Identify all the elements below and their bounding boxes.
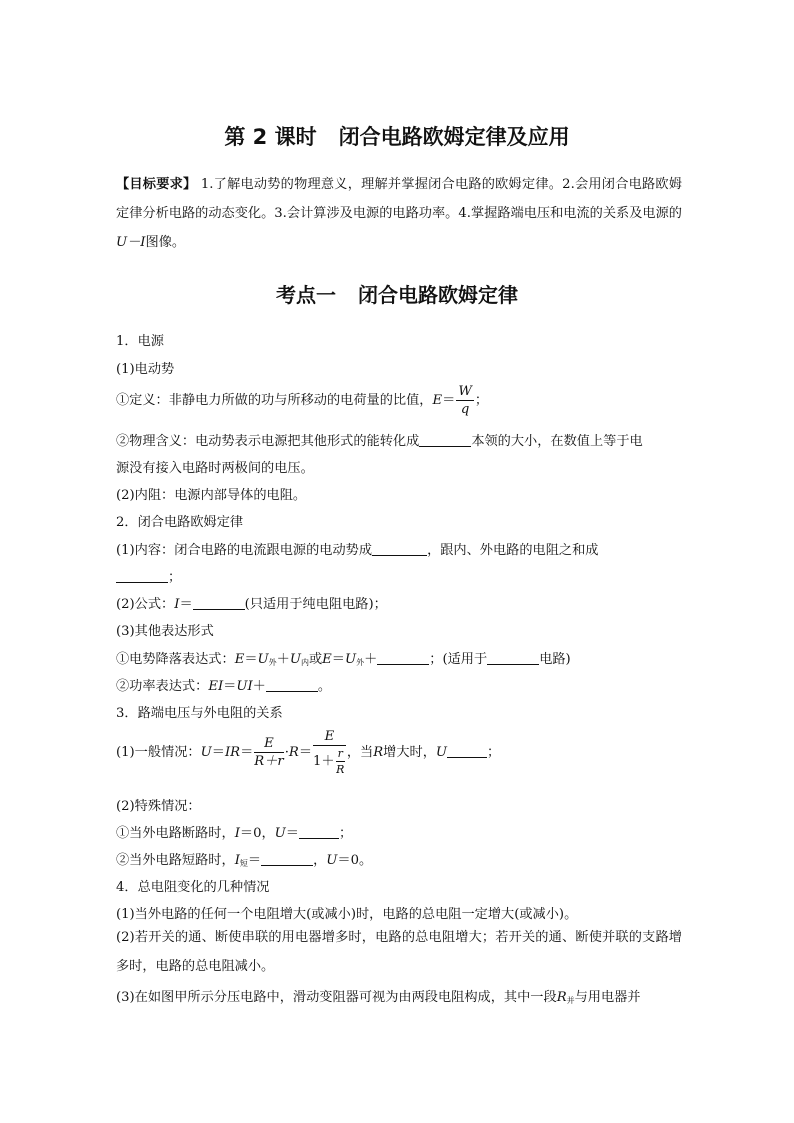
gen-a: (1)一般情况： xyxy=(116,745,201,761)
gen-d: ＝ xyxy=(298,745,313,761)
gen-inner-fraction xyxy=(336,748,345,775)
short-b: ＝ xyxy=(247,853,262,868)
gen-f2-den xyxy=(313,746,346,775)
power-ui: UI xyxy=(236,679,253,694)
blank-field[interactable] xyxy=(487,650,539,665)
drop-a: ①电势降落表达式： xyxy=(116,652,235,667)
blank-field[interactable] xyxy=(266,677,318,692)
def-end: ； xyxy=(474,393,489,409)
short-sub: 短 xyxy=(239,859,248,868)
blank-field[interactable] xyxy=(299,824,339,839)
gen-fraction-1 xyxy=(254,737,283,768)
drop-u3: U xyxy=(344,652,357,667)
short-a: ②当外电路短路时， xyxy=(116,853,235,868)
blank-field[interactable] xyxy=(419,432,471,447)
gen-r: R xyxy=(288,745,299,761)
s3-open-circuit xyxy=(116,822,686,841)
s4-case-3 xyxy=(116,986,686,1006)
case3-sub: 并 xyxy=(566,996,575,1005)
blank-field[interactable] xyxy=(377,650,429,665)
formula-b: ＝ xyxy=(179,597,193,612)
s2-formula xyxy=(116,593,686,612)
formula-c: (只适用于纯电阻电路)； xyxy=(244,597,387,612)
def-den: q xyxy=(460,402,470,418)
drop-e2: E xyxy=(322,652,332,667)
blank-field[interactable] xyxy=(261,851,313,866)
gen-r2: R xyxy=(373,745,384,761)
drop-d: 或 xyxy=(308,652,323,667)
drop-g: ；(适用于 xyxy=(429,652,488,667)
gen-u2: U xyxy=(435,745,448,761)
s3-heading: 3．路端电压与外电阻的关系 xyxy=(116,706,283,721)
s2-heading: 2．闭合电路欧姆定律 xyxy=(116,515,244,530)
gen-dot: · xyxy=(284,745,289,761)
def-e: E xyxy=(432,393,443,409)
drop-s2: 内 xyxy=(300,658,309,667)
open-c: ＝ xyxy=(285,826,299,841)
section-heading xyxy=(0,279,794,308)
s1-physical-meaning-cont: 源没有接入电路时两极间的电压。 xyxy=(116,461,314,476)
power-a: ②功率表达式： xyxy=(116,679,209,694)
def-eq: ＝ xyxy=(442,393,456,409)
short-d: ＝0。 xyxy=(337,853,373,868)
s3-general xyxy=(116,730,686,775)
blank-field[interactable] xyxy=(372,541,427,556)
s1-internal-resistance: (2)内阻：电源内部导体的电阻。 xyxy=(116,488,307,503)
page-title xyxy=(0,121,794,151)
goals-tag: 【目标要求】 xyxy=(116,177,197,192)
s2-content-cont xyxy=(116,566,686,585)
s4-case-2: (2)若开关的通、断使串联的用电器增多时，电路的总电阻增大；若开关的通、断使并联的支路增多时，电路的总电阻减小。 xyxy=(116,930,682,974)
case3-a: (3)在如图甲所示分压电路中，滑动变阻器可视为由两段电阻构成，其中一段 xyxy=(116,990,557,1005)
s1-heading: 1．电源 xyxy=(116,334,164,349)
s2-power xyxy=(116,675,686,694)
drop-f: ＋ xyxy=(364,652,378,667)
blank-field[interactable] xyxy=(116,568,168,583)
title-lesson: 第 2 课时 xyxy=(224,125,317,149)
def-fraction xyxy=(456,385,474,416)
drop-e: E xyxy=(234,652,245,667)
gen-e: ，当 xyxy=(346,745,374,761)
drop-u2: U xyxy=(289,652,301,667)
blank-field[interactable] xyxy=(193,595,245,610)
gen-f1-den: R＋r xyxy=(254,754,284,770)
power-end: 。 xyxy=(317,679,332,694)
phys-a: ②物理含义：电动势表示电源把其他形式的能转化成 xyxy=(116,434,420,449)
formula-i: I xyxy=(174,597,180,612)
open-a: ①当外电路断路时， xyxy=(116,826,235,841)
learning-goals xyxy=(116,170,682,257)
gen-f2-num: E xyxy=(313,730,346,746)
s3-special: (2)特殊情况： xyxy=(116,799,201,814)
open-u: U xyxy=(274,826,286,841)
drop-eq: ＝ xyxy=(331,652,345,667)
short-i: I xyxy=(234,853,240,868)
s2-other-forms: (3)其他表达形式 xyxy=(116,624,214,639)
gen-c: ＝ xyxy=(240,745,254,761)
goals-ui-symbol: U－I xyxy=(116,235,146,250)
gen-f: 增大时， xyxy=(383,745,436,761)
drop-h: 电路) xyxy=(539,652,571,667)
open-end: ； xyxy=(338,826,353,841)
phys-b: 本领的大小，在数值上等于电 xyxy=(471,434,643,449)
s3-short-circuit xyxy=(116,849,686,869)
power-b: ＝ xyxy=(223,679,237,694)
drop-s3: 外 xyxy=(356,658,365,667)
s1-emf: (1)电动势 xyxy=(116,362,175,377)
drop-c: ＋ xyxy=(276,652,290,667)
section-number: 考点一 xyxy=(276,283,336,307)
s4-heading: 4．总电阻变化的几种情况 xyxy=(116,880,270,895)
goals-text: 1.了解电动势的物理意义，理解并掌握闭合电路的欧姆定律。2.会用闭合电路欧姆定律分析电路的动态变化。3.会计算涉及电源的电路功率。4.掌握路端电压和电流的关系及电源的 xyxy=(116,177,682,221)
case3-b: 与用电器并 xyxy=(574,990,641,1005)
gen-u: U xyxy=(200,745,212,761)
power-ei: EI xyxy=(208,679,224,694)
gen-inner-num: r xyxy=(337,747,343,761)
short-u: U xyxy=(326,853,338,868)
s1-definition xyxy=(116,385,686,416)
drop-b: ＝ xyxy=(244,652,258,667)
gen-f1-num: E xyxy=(254,737,283,753)
gen-ir: IR xyxy=(224,745,241,761)
drop-s1: 外 xyxy=(268,658,277,667)
s2-potential-drop xyxy=(116,648,686,668)
power-c: ＋ xyxy=(252,679,266,694)
gen-fraction-2 xyxy=(313,730,346,775)
open-i: I xyxy=(234,826,240,841)
case3-r: R xyxy=(556,990,567,1005)
gen-inner-den: R xyxy=(336,763,345,777)
def-num: W xyxy=(456,385,474,401)
gen-f2-den-a: 1＋ xyxy=(313,754,335,770)
goals-tail: 图像。 xyxy=(145,235,186,250)
drop-u1: U xyxy=(257,652,269,667)
open-b: ＝0， xyxy=(239,826,275,841)
content-b: ，跟内、外电路的电阻之和成 xyxy=(427,543,599,558)
content-end: ； xyxy=(168,570,182,585)
s1-physical-meaning xyxy=(116,430,686,449)
blank-field[interactable] xyxy=(447,743,487,758)
title-topic: 闭合电路欧姆定律及应用 xyxy=(338,125,570,149)
gen-end: ； xyxy=(487,745,501,761)
s4-case-1: (1)当外电路的任何一个电阻增大(或减小)时，电路的总电阻一定增大(或减小)。 xyxy=(116,907,578,922)
def-text: ①定义：非静电力所做的功与所移动的电荷量的比值， xyxy=(116,393,433,409)
section-title: 闭合电路欧姆定律 xyxy=(358,283,518,307)
gen-b: ＝ xyxy=(211,745,225,761)
s2-content xyxy=(116,539,686,558)
content-a: (1)内容：闭合电路的电流跟电源的电动势成 xyxy=(116,543,373,558)
formula-a: (2)公式： xyxy=(116,597,175,612)
short-c: ， xyxy=(313,853,327,868)
